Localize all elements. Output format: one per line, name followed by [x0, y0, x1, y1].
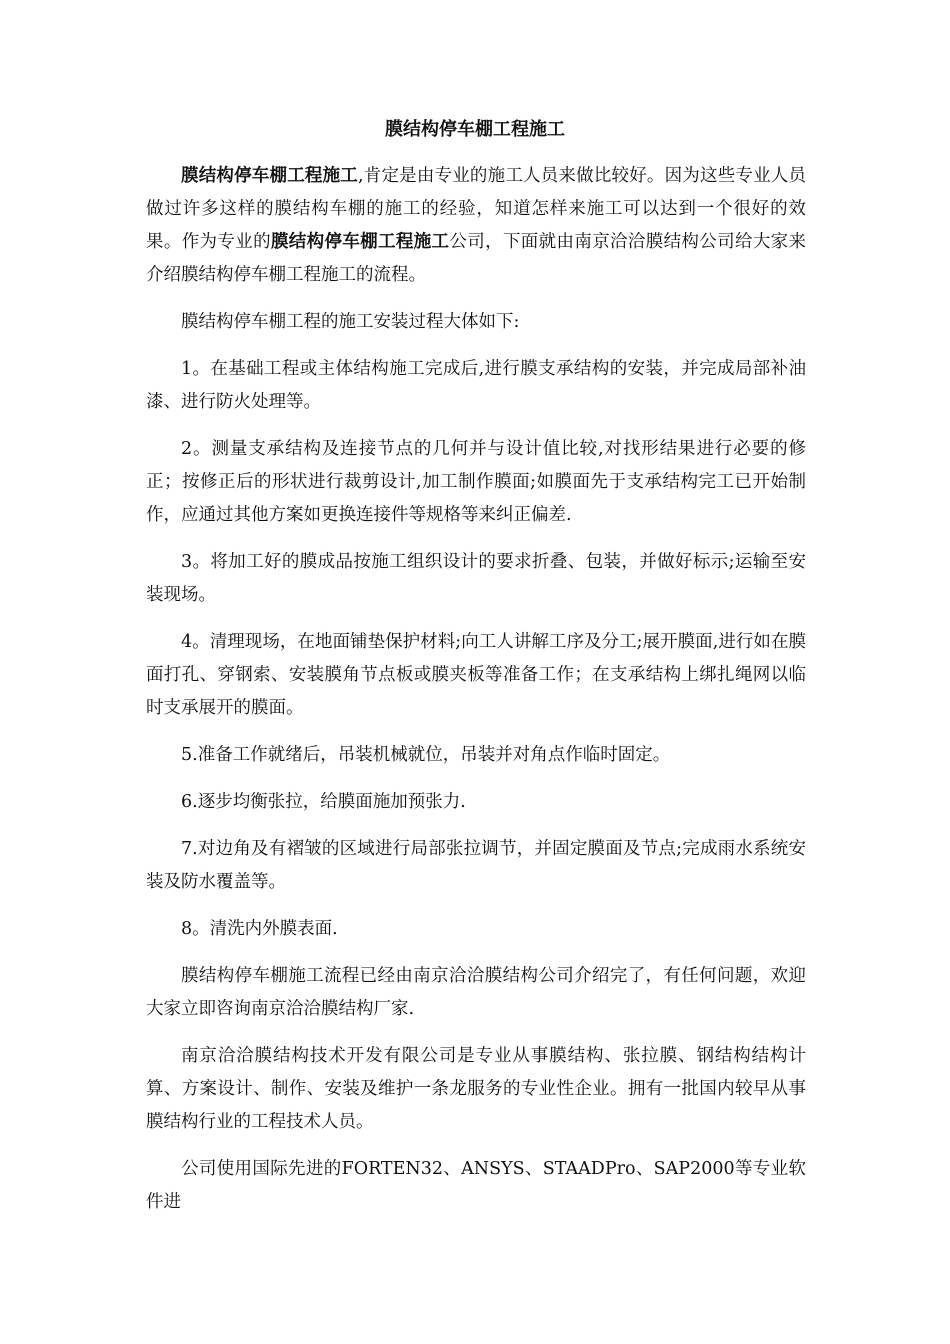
paragraph-step-6: 6.逐步均衡张拉，给膜面施加预张力. — [181, 792, 466, 812]
intro-text-2: 公司，下面就由南京洽洽膜结构公司给大家来介绍膜结构停车棚工程施工的流程。 — [146, 232, 807, 285]
intro-text-1: ,肯定是由专业的施工人员来做比较好。因为这些专业人员做过许多这样的膜结构车棚的施工的经验，知道怎样来施工可以达到一个很好的效果。作为专业的 — [146, 166, 807, 252]
paragraph-step-2: 2。测量支承结构及连接节点的几何并与设计值比较,对找形结果进行必要的修正；按修正后的形状进行裁剪设计,加工制作膜面;如膜面先于支承结构完工已开始制作，应通过其他方案如更换连接件等规格等来纠正偏差. — [146, 439, 806, 525]
paragraph-step-3: 3。将加工好的膜成品按施工组织设计的要求折叠、包装，并做好标示;运输至安装现场。 — [146, 552, 806, 605]
paragraph-process-intro: 膜结构停车棚工程的施工安装过程大体如下: — [181, 312, 520, 332]
bold-keyword: 膜结构停车棚工程施工 — [270, 232, 450, 252]
paragraph-step-4: 4。清理现场，在地面铺垫保护材料;向工人讲解工序及分工;展开膜面,进行如在膜面打孔、穿钢索、安装膜角节点板或膜夹板等准备工作；在支承结构上绑扎绳网以临时支承展开的膜面。 — [146, 632, 806, 718]
paragraph-company-intro: 南京洽洽膜结构技术开发有限公司是专业从事膜结构、张拉膜、钢结构结构计算、方案设计、制作、安装及维护一条龙服务的专业性企业。拥有一批国内较早从事膜结构行业的工程技术人员。 — [146, 1046, 806, 1132]
document-title: 膜结构停车棚工程施工 — [385, 119, 565, 140]
document-body — [146, 160, 806, 1233]
paragraph-software: 公司使用国际先进的FORTEN32、ANSYS、STAADPro、SAP2000等专业软件进 — [146, 1159, 806, 1212]
bold-keyword: 膜结构停车棚工程施工 — [181, 166, 358, 186]
paragraph-step-1: 1。在基础工程或主体结构施工完成后,进行膜支承结构的安装，并完成局部补油漆、进行防火处理等。 — [146, 359, 806, 412]
intro-paragraph — [146, 160, 806, 292]
paragraph-step-8: 8。清洗内外膜表面. — [181, 919, 338, 939]
paragraph-step-5: 5.准备工作就绪后，吊装机械就位，吊装并对角点作临时固定。 — [181, 745, 671, 765]
paragraph-conclusion: 膜结构停车棚施工流程已经由南京洽洽膜结构公司介绍完了，有任何问题，欢迎大家立即咨询南京洽洽膜结构厂家. — [146, 966, 806, 1019]
paragraph-step-7: 7.对边角及有褶皱的区域进行局部张拉调节，并固定膜面及节点;完成雨水系统安装及防水覆盖等。 — [146, 839, 806, 892]
